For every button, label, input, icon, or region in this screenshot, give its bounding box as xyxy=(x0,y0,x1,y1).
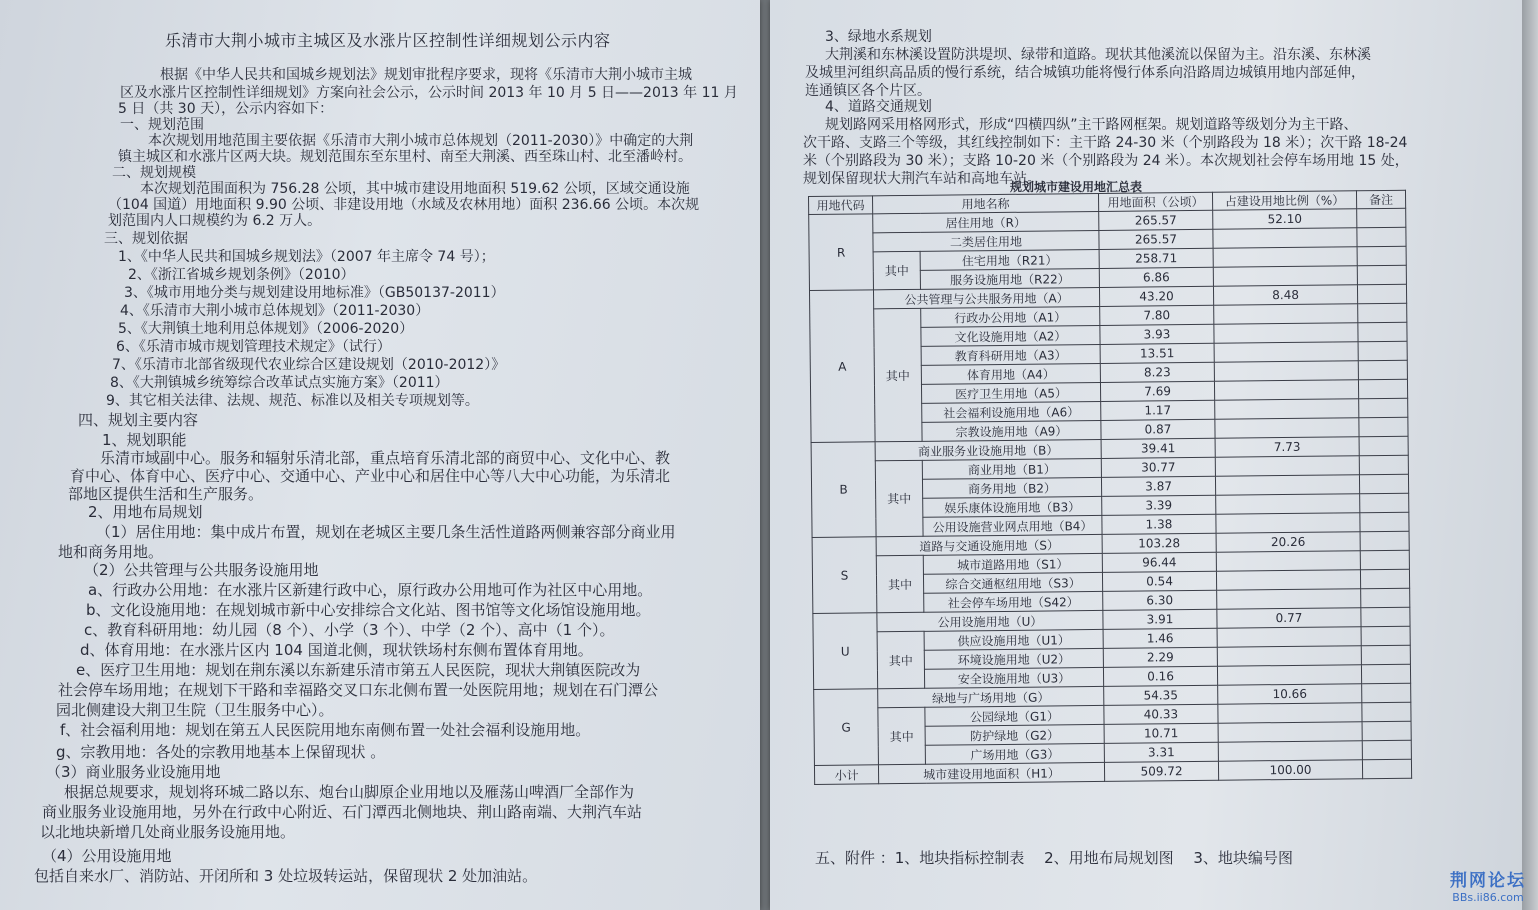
ratio-cell: 10.66 xyxy=(1218,684,1362,705)
land-name-cell: 道路与交通设施用地（S） xyxy=(876,534,1102,555)
land-code-cell: G xyxy=(814,689,879,766)
subsection-heading: （3）商业服务业设施用地 xyxy=(46,763,221,781)
section-heading: 一、规划范围 xyxy=(120,117,204,133)
note-cell xyxy=(1358,379,1407,399)
body-line: 乐清市域副中心。服务和辐射乐清北部，重点培育乐清北部的商贸中心、文化中心、教 xyxy=(100,449,671,467)
ratio-cell: 0.77 xyxy=(1217,608,1361,629)
note-cell xyxy=(1362,759,1411,779)
area-cell: 3.93 xyxy=(1100,324,1214,344)
land-name-cell: 教育科研用地（A3） xyxy=(921,344,1100,365)
body-line: 根据《中华人民共和国城乡规划法》规划审批程序要求，现将《乐清市大荆小城市主城 xyxy=(160,67,692,83)
ratio-cell xyxy=(1215,399,1359,420)
sub-label-cell: 其中 xyxy=(874,308,922,441)
note-cell xyxy=(1362,721,1411,741)
ratio-cell: 20.26 xyxy=(1216,532,1360,553)
ratio-cell xyxy=(1217,627,1361,648)
area-cell: 6.86 xyxy=(1099,267,1213,287)
body-line: f、社会福利用地：规划在第五人民医院用地东南侧布置一处社会福利设施用地。 xyxy=(60,721,591,739)
ratio-cell xyxy=(1214,380,1358,401)
body-line: b、文化设施用地：在规划城市新中心安排综合文化站、图书馆等文化场馆设施用地。 xyxy=(86,601,651,619)
subsection-heading: 2、用地布局规划 xyxy=(88,503,203,521)
header-area: 用地面积（公顷） xyxy=(1098,192,1212,211)
reference-item: 6、《乐清市城市规划管理技术规定》（试行） xyxy=(116,339,391,355)
body-line: 本次规划范围面积为 756.28 公顷，其中城市建设用地面积 519.62 公顷，区域交通设施 xyxy=(140,181,690,197)
ratio-cell xyxy=(1218,722,1362,743)
land-name-cell: 宗教设施用地（A9） xyxy=(922,420,1101,441)
sub-label-cell: 其中 xyxy=(876,555,924,612)
note-cell xyxy=(1361,607,1410,627)
section-heading: 四、规划主要内容 xyxy=(78,411,199,429)
land-code-cell: R xyxy=(809,214,874,291)
body-line: 区及水涨片区控制性详细规划》方案向社会公示，公示时间 2013 年 10 月 5 日——2013 年 11 月 xyxy=(120,85,738,101)
note-cell xyxy=(1358,303,1407,323)
area-cell: 8.23 xyxy=(1100,362,1214,382)
body-line: 本次规划用地范围主要依据《乐清市大荆小城市总体规划（2011-2030）》中确定的大荆 xyxy=(148,133,694,149)
ratio-cell xyxy=(1215,475,1359,496)
body-line: 次干路、支路三个等级，其红线控制如下：主干路 24-30 米（个别路段为 18 米）；次干路 18-24 xyxy=(803,135,1408,151)
note-cell xyxy=(1357,265,1406,285)
area-cell: 0.16 xyxy=(1103,666,1217,686)
reference-item: 8、《大荆镇城乡统筹综合改革试点实施方案》（2011） xyxy=(110,375,449,391)
ratio-cell xyxy=(1215,456,1359,477)
land-name-cell: 安全设施用地（U3） xyxy=(924,667,1103,688)
note-cell xyxy=(1360,531,1409,551)
note-cell xyxy=(1358,322,1407,342)
note-cell xyxy=(1359,417,1408,437)
subsection-heading: 4、道路交通规划 xyxy=(825,99,932,115)
area-cell: 3.87 xyxy=(1101,476,1215,496)
body-line: e、医疗卫生用地：规划在荆东溪以东新建乐清市第五人民医院，现状大荆镇医院改为 xyxy=(76,661,641,679)
land-code-cell: B xyxy=(811,442,876,538)
area-cell: 1.17 xyxy=(1101,400,1215,420)
note-cell xyxy=(1360,493,1409,513)
ratio-cell xyxy=(1216,551,1360,572)
body-line: （104 国道）用地面积 9.90 公顷、非建设用地（水域及农林用地）面积 236.66 公顷。本次规 xyxy=(108,197,700,213)
header-note: 备注 xyxy=(1356,190,1405,209)
note-cell xyxy=(1359,455,1408,475)
area-cell: 265.57 xyxy=(1099,210,1213,230)
area-cell: 1.38 xyxy=(1102,514,1216,534)
land-name-cell: 综合交通枢纽用地（S3） xyxy=(923,572,1102,593)
ratio-cell xyxy=(1217,665,1361,686)
ratio-cell xyxy=(1218,741,1362,762)
note-cell xyxy=(1361,645,1410,665)
area-cell: 258.71 xyxy=(1099,248,1213,268)
land-code-cell: S xyxy=(812,537,877,614)
note-cell xyxy=(1360,550,1409,570)
ratio-cell xyxy=(1216,513,1360,534)
body-line: 规划保留现状大荆汽车站和高地车站。 xyxy=(803,171,1041,187)
body-line: 根据总规要求，规划将环城二路以东、炮台山脚原企业用地以及雁荡山啤酒厂全部作为 xyxy=(64,783,635,801)
note-cell xyxy=(1360,512,1409,532)
notice-sheet-left xyxy=(0,0,760,910)
reference-item: 9、其它相关法律、法规、规范、标准以及相关专项规划等。 xyxy=(106,393,479,409)
land-name-cell: 公共管理与公共服务用地（A） xyxy=(873,287,1099,308)
note-cell xyxy=(1359,398,1408,418)
subsection-heading: 1、规划职能 xyxy=(102,431,187,449)
land-name-cell: 娱乐康体设施用地（B3） xyxy=(923,496,1102,517)
watermark-name: 荆网论坛 xyxy=(1450,871,1526,891)
subsection-heading: （4）公用设施用地 xyxy=(42,847,172,865)
ratio-cell: 8.48 xyxy=(1213,285,1357,306)
header-ratio: 占建设用地比例（%） xyxy=(1212,191,1356,211)
note-cell xyxy=(1358,360,1407,380)
land-name-cell: 体育用地（A4） xyxy=(921,363,1100,384)
area-cell: 43.20 xyxy=(1099,286,1213,306)
land-name-cell: 住宅用地（R21） xyxy=(920,249,1099,270)
watermark-url: BBs.ii86.com xyxy=(1452,891,1524,904)
sub-label-cell: 其中 xyxy=(877,631,925,688)
sub-label-cell: 其中 xyxy=(875,460,923,536)
body-line: 米（个别路段为 30 米）；支路 10-20 米（个别路段为 24 米）。本次规划社会停车场用地 15 处， xyxy=(803,153,1409,169)
note-cell xyxy=(1362,702,1411,722)
total-name-cell: 城市建设用地面积（H1） xyxy=(878,762,1104,783)
total-ratio-cell: 100.00 xyxy=(1218,760,1362,781)
reference-item: 5、《大荆镇土地利用总体规划》（2006-2020） xyxy=(118,321,414,337)
total-code-cell: 小计 xyxy=(814,765,878,785)
land-name-cell: 社会福利设施用地（A6） xyxy=(922,401,1101,422)
area-cell: 3.31 xyxy=(1104,742,1218,762)
reference-item: 1、《中华人民共和国城乡规划法》（2007 年主席令 74 号）； xyxy=(118,249,495,265)
land-name-cell: 商务用地（B2） xyxy=(922,477,1101,498)
land-code-cell: U xyxy=(813,613,878,690)
body-line: 园北侧建设大荆卫生院（卫生服务中心）。 xyxy=(56,701,334,719)
area-cell: 3.39 xyxy=(1102,495,1216,515)
ratio-cell xyxy=(1213,228,1357,249)
land-name-cell: 公园绿地（G1） xyxy=(925,705,1104,726)
note-cell xyxy=(1361,626,1410,646)
ratio-cell xyxy=(1216,570,1360,591)
land-name-cell: 环境设施用地（U2） xyxy=(924,648,1103,669)
ratio-cell xyxy=(1214,304,1358,325)
body-line: 镇主城区和水涨片区两大块。规划范围东至东里村、南至大荆溪、西至珠山村、北至潘岭村。 xyxy=(118,149,692,165)
header-name: 用地名称 xyxy=(873,193,1099,213)
area-cell: 13.51 xyxy=(1100,343,1214,363)
ratio-cell: 7.73 xyxy=(1215,437,1359,458)
appendix-line: 五、附件 ：1、地块指标控制表 2、用地布局规划图 3、地块编号图 xyxy=(815,849,1293,867)
ratio-cell xyxy=(1214,361,1358,382)
section-heading: 二、规划规模 xyxy=(112,165,196,181)
area-cell: 96.44 xyxy=(1102,552,1216,572)
ratio-cell xyxy=(1216,494,1360,515)
note-cell xyxy=(1362,683,1411,703)
sub-label-cell: 其中 xyxy=(878,707,926,764)
land-name-cell: 防护绿地（G2） xyxy=(925,724,1104,745)
body-line: 包括自来水厂、消防站、开闭所和 3 处垃圾转运站，保留现状 2 处加油站。 xyxy=(34,867,538,885)
document-title: 乐清市大荆小城市主城区及水涨片区控制性详细规划公示内容 xyxy=(165,31,611,50)
land-name-cell: 文化设施用地（A2） xyxy=(921,325,1100,346)
land-name-cell: 商业用地（B1） xyxy=(922,458,1101,479)
forum-watermark xyxy=(1450,866,1526,904)
body-line: 规划路网采用格网形式，形成“四横四纵”主干路网框架。规划道路等级划分为主干路、 xyxy=(825,117,1358,133)
land-use-summary-table xyxy=(808,190,1412,785)
area-cell: 2.29 xyxy=(1103,647,1217,667)
body-line: 社会停车场用地；在规划下干路和幸福路交叉口东北侧布置一处医院用地；规划在石门潭公 xyxy=(58,681,659,699)
area-cell: 7.69 xyxy=(1100,381,1214,401)
area-cell: 0.54 xyxy=(1102,571,1216,591)
land-name-cell: 公用设施用地（U） xyxy=(877,610,1103,631)
land-name-cell: 公用设施营业网点用地（B4） xyxy=(923,515,1102,536)
ratio-cell xyxy=(1217,646,1361,667)
body-line: 育中心、体育中心、医疗中心、交通中心、产业中心和居住中心等八大中心功能，为乐清北 xyxy=(70,467,671,485)
notice-sheet-right xyxy=(770,0,1522,910)
note-cell xyxy=(1360,569,1409,589)
land-name-cell: 供应设施用地（U1） xyxy=(924,629,1103,650)
reference-item: 4、《乐清市大荆小城市总体规划》（2011-2030） xyxy=(120,303,430,319)
body-line: 地和商务用地。 xyxy=(58,543,164,561)
reference-item: 7、《乐清市北部省级现代农业综合区建设规划（2010-2012）》 xyxy=(112,357,506,373)
body-line: 部地区提供生活和生产服务。 xyxy=(68,485,264,503)
ratio-cell: 52.10 xyxy=(1213,209,1357,230)
note-cell xyxy=(1358,341,1407,361)
body-line: （2）公共管理与公共服务设施用地 xyxy=(84,561,319,579)
area-cell: 7.80 xyxy=(1100,305,1214,325)
body-line: d、体育用地：在水涨片区内 104 国道北侧，现状铁场村东侧布置体育用地。 xyxy=(80,641,593,659)
table-title: 规划城市建设用地汇总表 xyxy=(1010,180,1143,194)
note-cell xyxy=(1357,284,1406,304)
ratio-cell xyxy=(1218,703,1362,724)
header-code: 用地代码 xyxy=(809,196,873,215)
area-cell: 3.91 xyxy=(1103,609,1217,629)
body-line: a、行政办公用地：在水涨片区新建行政中心，原行政办公用地可作为社区中心用地。 xyxy=(88,581,653,599)
section-heading: 三、规划依据 xyxy=(104,231,188,247)
area-cell: 10.71 xyxy=(1104,723,1218,743)
background-edge xyxy=(1522,0,1538,910)
body-line: 及城里河组织高品质的慢行系统，结合城镇功能将慢行体系向沿路周边城镇用地内部延伸， xyxy=(805,65,1365,81)
land-name-cell: 绿地与广场用地（G） xyxy=(878,686,1104,707)
note-cell xyxy=(1361,664,1410,684)
ratio-cell xyxy=(1214,323,1358,344)
area-cell: 39.41 xyxy=(1101,438,1215,458)
land-name-cell: 广场用地（G3） xyxy=(925,743,1104,764)
area-cell: 6.30 xyxy=(1103,590,1217,610)
note-cell xyxy=(1359,436,1408,456)
reference-item: 3、《城市用地分类与规划建设用地标准》（GB50137-2011） xyxy=(124,285,505,301)
land-name-cell: 二类居住用地 xyxy=(873,230,1099,251)
land-name-cell: 商业服务业设施用地（B） xyxy=(875,439,1101,460)
land-name-cell: 行政办公用地（A1） xyxy=(921,306,1100,327)
land-code-cell: A xyxy=(809,290,875,443)
area-cell: 0.87 xyxy=(1101,419,1215,439)
area-cell: 265.57 xyxy=(1099,229,1213,249)
total-area-cell: 509.72 xyxy=(1104,761,1218,781)
note-cell xyxy=(1357,208,1406,228)
body-line: 5 日（共 30 天），公示内容如下： xyxy=(118,101,334,117)
land-name-cell: 居住用地（R） xyxy=(873,211,1099,232)
ratio-cell xyxy=(1214,342,1358,363)
land-name-cell: 城市道路用地（S1） xyxy=(923,553,1102,574)
note-cell xyxy=(1362,740,1411,760)
note-cell xyxy=(1357,227,1406,247)
body-line: 商业服务业设施用地，另外在行政中心附近、石门潭西北侧地块、荆山路南端、大荆汽车站 xyxy=(42,803,643,821)
ratio-cell xyxy=(1213,266,1357,287)
body-line: 划范围内人口规模约为 6.2 万人。 xyxy=(108,213,322,229)
note-cell xyxy=(1359,474,1408,494)
land-name-cell: 服务设施用地（R22） xyxy=(920,268,1099,289)
area-cell: 40.33 xyxy=(1104,704,1218,724)
note-cell xyxy=(1357,246,1406,266)
ratio-cell xyxy=(1215,418,1359,439)
land-name-cell: 医疗卫生用地（A5） xyxy=(921,382,1100,403)
body-line: 以北地块新增几处商业服务设施用地。 xyxy=(40,823,296,841)
area-cell: 54.35 xyxy=(1104,685,1218,705)
area-cell: 103.28 xyxy=(1102,533,1216,553)
note-cell xyxy=(1361,588,1410,608)
sub-label-cell: 其中 xyxy=(873,251,920,289)
body-line: c、教育科研用地：幼儿园（8 个）、小学（3 个）、中学（2 个）、高中（1 个）。 xyxy=(84,621,615,639)
reference-item: 2、《浙江省城乡规划条例》（2010） xyxy=(128,267,355,283)
area-cell: 30.77 xyxy=(1101,457,1215,477)
body-line: g、宗教用地：各处的宗教用地基本上保留现状 。 xyxy=(56,743,386,761)
body-line: 连通镇区各个片区。 xyxy=(805,83,931,99)
ratio-cell xyxy=(1217,589,1361,610)
body-line: （1）居住用地：集中成片布置，规划在老城区主要几条生活性道路两侧兼容部分商业用 xyxy=(96,523,676,541)
body-line: 大荆溪和东林溪设置防洪堤坝、绿带和道路。现状其他溪流以保留为主。沿东溪、东林溪 xyxy=(825,47,1371,63)
subsection-heading: 3、绿地水系规划 xyxy=(825,29,932,45)
ratio-cell xyxy=(1213,247,1357,268)
land-name-cell: 社会停车场用地（S42） xyxy=(924,591,1103,612)
area-cell: 1.46 xyxy=(1103,628,1217,648)
